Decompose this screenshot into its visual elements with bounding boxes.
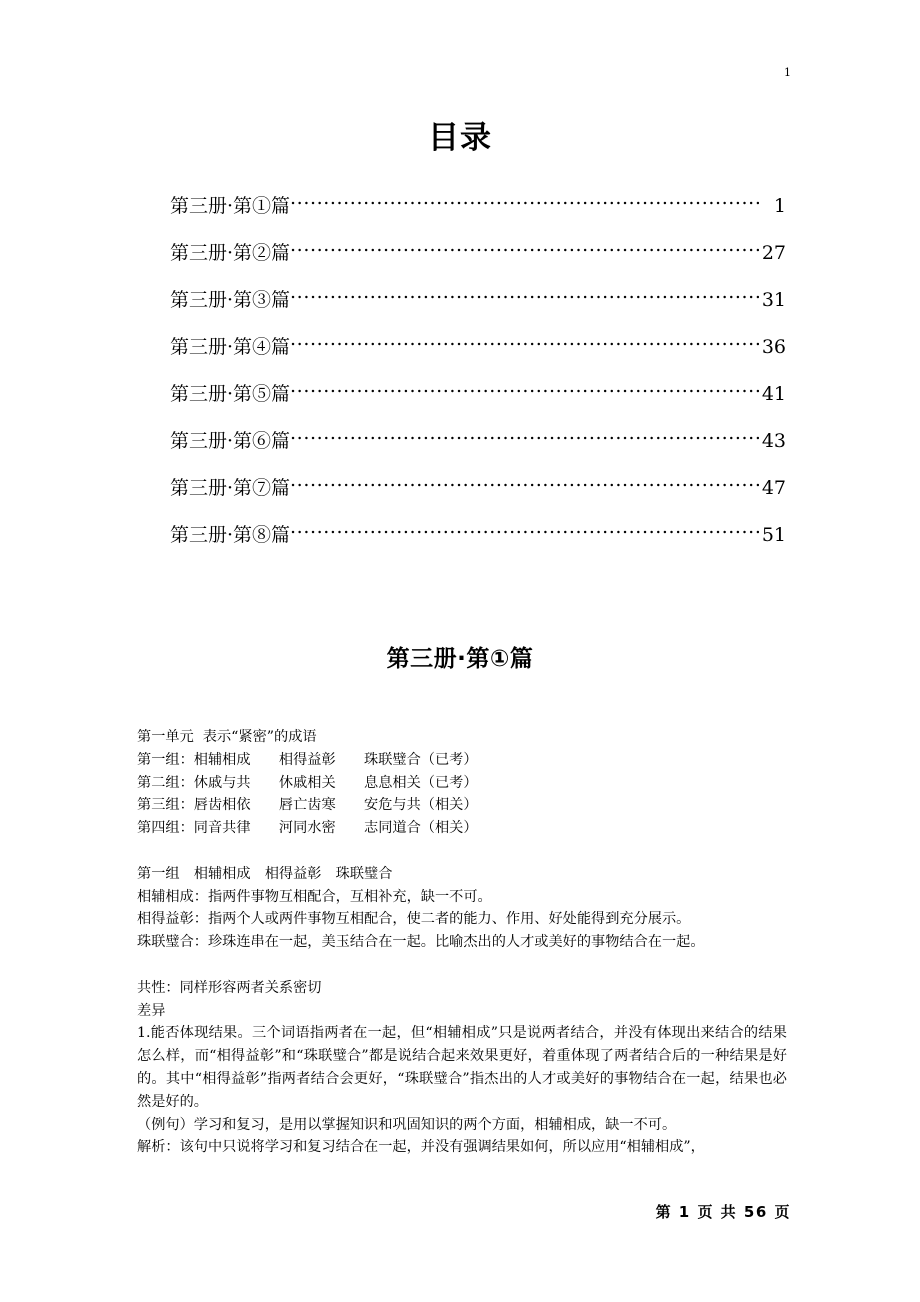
toc-entry-label: 第三册·第⑧篇 [170,524,291,546]
toc-dot-leader [290,521,759,541]
difference-label: 差异 [137,1002,166,1019]
toc-entry-label: 第三册·第⑦篇 [170,477,291,499]
toc-dot-leader [290,286,759,306]
toc-entry[interactable] [170,427,786,474]
toc-entry-label: 第三册·第④篇 [170,336,291,358]
toc-dot-leader [290,474,759,494]
difference-paragraph: 1.能否体现结果。三个词语指两者在一起，但“相辅相成”只是说两者结合，并没有体现出来结合的结果怎么样，而“相得益彰”和“珠联璧合”都是说结合起来效果更好，着重体现了两者结合后的一种结果是好的。其中“相得益彰”指两者结合会更好，“珠联璧合”指杰出的人才或美好的事物结合在一起，结果也必然是好的。 [137,1025,787,1110]
toc-entry-page: 36 [761,336,786,358]
toc-dot-leader [290,380,759,400]
idiom-group-row: 第四组：同音共律 河同水密 志同道合（相关） [137,820,478,837]
paragraph-spacer [137,840,787,863]
example-sentence: （例句）学习和复习，是用以掌握知识和巩固知识的两个方面，相辅相成，缺一不可。 [137,1116,677,1133]
toc-entry[interactable] [170,192,786,239]
toc-entry-label: 第三册·第③篇 [170,289,291,311]
idiom-group-row: 第三组：唇齿相依 唇亡齿寒 安危与共（相关） [137,797,478,814]
toc-entry-label: 第三册·第⑤篇 [170,383,291,405]
section-heading: 第三册·第①篇 [386,646,534,672]
toc-entry-page: 27 [761,242,786,264]
toc-entry[interactable] [170,521,786,568]
toc-entry-page: 31 [761,289,786,311]
toc-dot-leader [290,192,759,212]
toc-entry[interactable] [170,333,786,380]
analysis-line: 解析：该句中只说将学习和复习结合在一起，并没有强调结果如何，所以应用“相辅相成”， [137,1139,705,1156]
toc-dot-leader [290,333,759,353]
idiom-definition: 珠联璧合：珍珠连串在一起，美玉结合在一起。比喻杰出的人才或美好的事物结合在一起。 [137,934,705,951]
idiom-definition: 相辅相成：指两件事物互相配合，互相补充，缺一不可。 [137,888,492,905]
toc-dot-leader [290,427,759,447]
idiom-group-row: 第一组：相辅相成 相得益彰 珠联璧合（已考） [137,751,478,768]
common-trait-label: 共性：同样形容两者关系密切 [137,979,322,996]
table-of-contents [170,192,786,568]
group-one-header: 第一组 相辅相成 相得益彰 珠联璧合 [137,865,393,882]
idiom-group-row: 第二组：休戚与共 休戚相关 息息相关（已考） [137,774,478,791]
toc-entry[interactable] [170,474,786,521]
paragraph-spacer [137,954,787,977]
footer-page-indicator: 第 1 页 共 56 页 [655,1203,791,1221]
unit-title: 第一单元 表示“紧密”的成语 [137,729,317,745]
toc-entry-page: 1 [773,195,786,217]
toc-entry[interactable] [170,286,786,333]
toc-entry[interactable] [170,239,786,286]
toc-entry-label: 第三册·第①篇 [170,195,291,217]
body-content [137,726,787,1159]
idiom-definition: 相得益彰：指两个人或两件事物互相配合，使二者的能力、作用、好处能得到充分展示。 [137,911,691,928]
toc-entry-label: 第三册·第②篇 [170,242,291,264]
toc-entry-page: 51 [761,524,786,546]
toc-entry-page: 43 [761,430,786,452]
toc-entry-page: 41 [761,383,786,405]
toc-entry[interactable] [170,380,786,427]
header-page-number: 1 [784,66,791,79]
toc-dot-leader [290,239,759,259]
page-title: 目录 [428,120,492,156]
toc-entry-label: 第三册·第⑥篇 [170,430,291,452]
toc-entry-page: 47 [761,477,786,499]
